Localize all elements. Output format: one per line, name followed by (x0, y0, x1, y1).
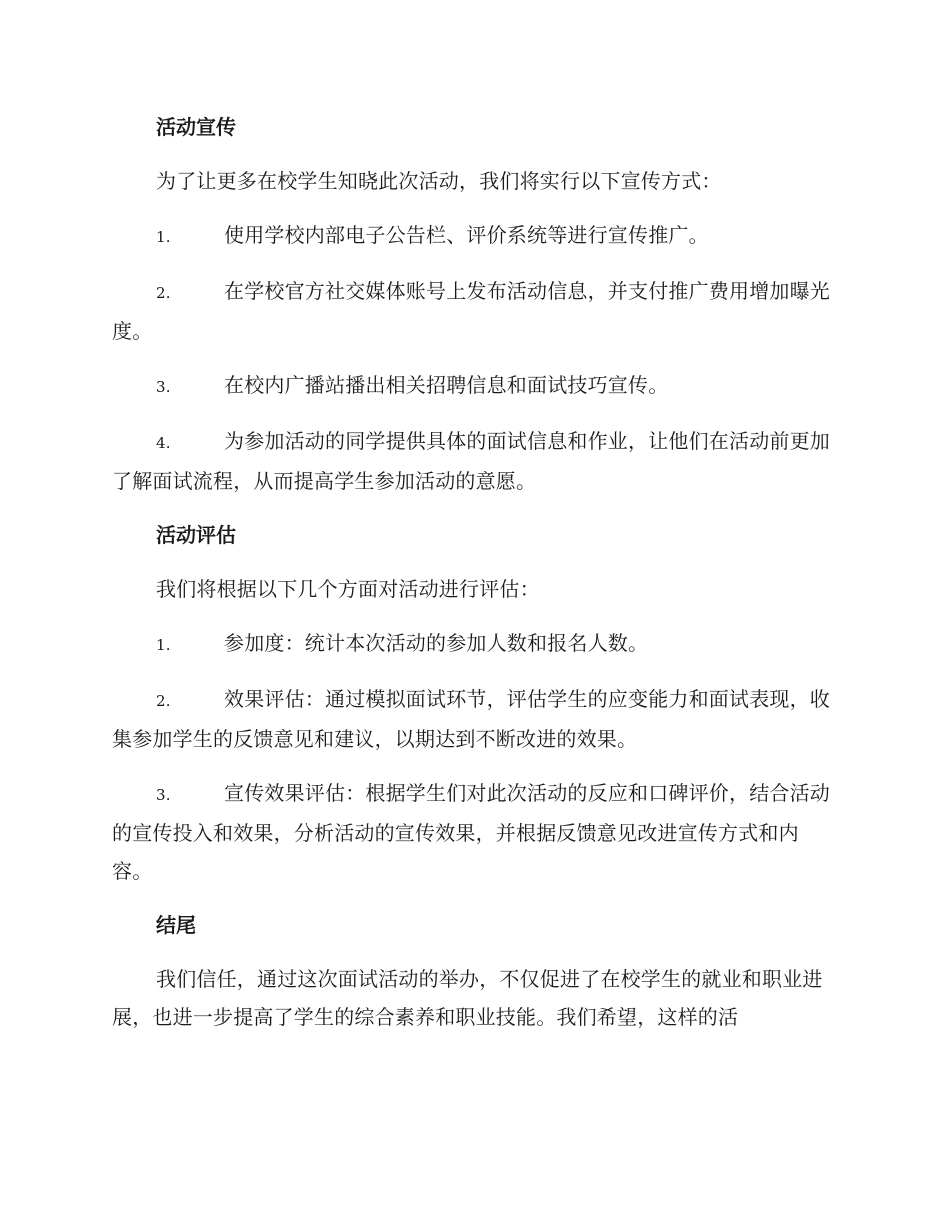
list-item (112, 774, 838, 890)
section-heading-promotion: 活动宣传 (156, 115, 236, 139)
list-text: 在校内广播站播出相关招聘信息和面试技巧宣传。 (224, 373, 669, 397)
list-number: 3. (156, 786, 171, 804)
list-number: 1. (156, 228, 171, 246)
list-item (112, 272, 838, 350)
section-body-conclusion: 我们信任，通过这次面试活动的举办，不仅促进了在校学生的就业和职业进展，也进一步提高了学生的综合素养和职业技能。我们希望，这样的活 (112, 967, 823, 1029)
list-number: 2. (156, 692, 171, 710)
list-text: 效果评估：通过模拟面试环节，评估学生的应变能力和面试表现，收集参加学生的反馈意见和建议，以期达到不断改进的效果。 (112, 687, 830, 751)
section-heading-conclusion: 结尾 (156, 913, 196, 937)
list-item (112, 422, 838, 500)
list-item (112, 680, 838, 758)
section-intro-evaluation: 我们将根据以下几个方面对活动进行评估： (156, 577, 540, 601)
list-text: 为参加活动的同学提供具体的面试信息和作业，让他们在活动前更加了解面试流程，从而提高学生参加活动的意愿。 (112, 429, 830, 493)
list-text: 使用学校内部电子公告栏、评价系统等进行宣传推广。 (224, 223, 709, 247)
list-number: 1. (156, 636, 171, 654)
list-number: 2. (156, 284, 171, 302)
list-number: 4. (156, 434, 171, 452)
section-intro-promotion: 为了让更多在校学生知晓此次活动，我们将实行以下宣传方式： (156, 169, 722, 193)
list-text: 参加度：统计本次活动的参加人数和报名人数。 (224, 631, 649, 655)
list-item (112, 624, 838, 664)
list-text: 宣传效果评估：根据学生们对此次活动的反应和口碑评价，结合活动的宣传投入和效果，分析活动的宣传效果，并根据反馈意见改进宣传方式和内容。 (112, 781, 830, 883)
document-page (112, 108, 838, 1052)
list-number: 3. (156, 378, 171, 396)
section-heading-evaluation: 活动评估 (156, 523, 236, 547)
list-item (112, 366, 838, 406)
list-item (112, 216, 838, 256)
list-text: 在学校官方社交媒体账号上发布活动信息，并支付推广费用增加曝光度。 (112, 279, 830, 343)
